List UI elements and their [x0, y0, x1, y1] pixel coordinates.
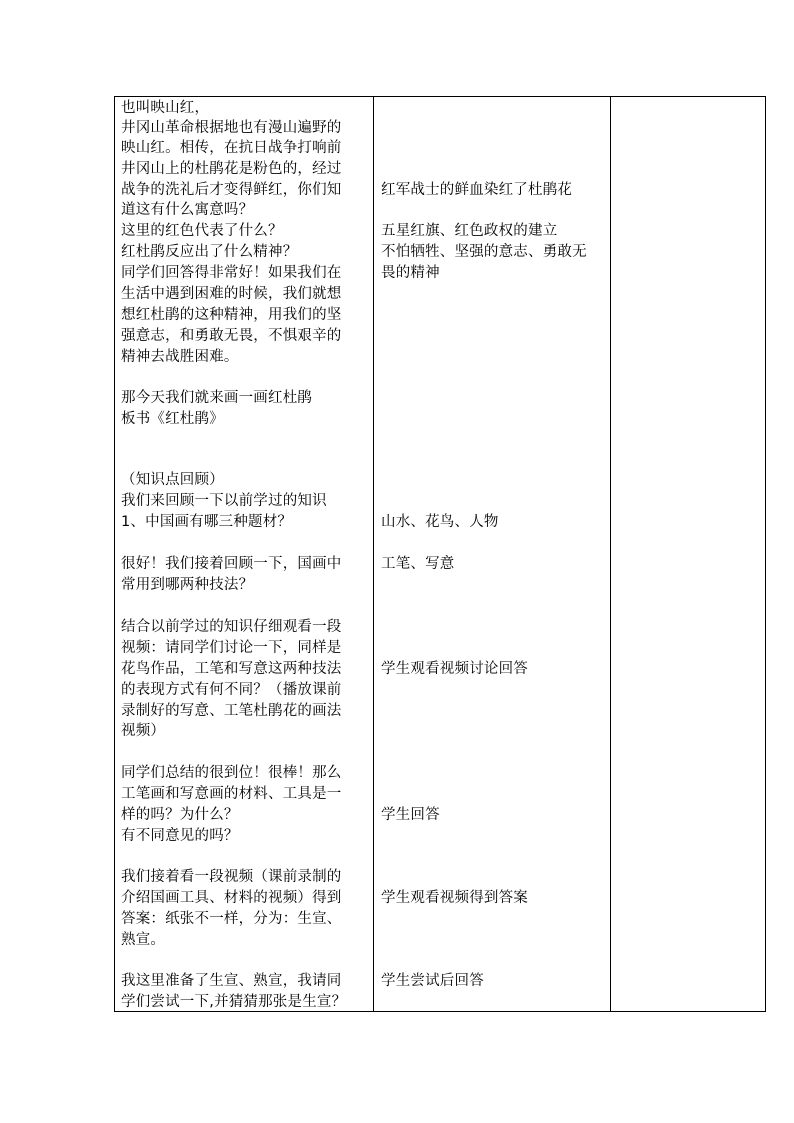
text-line: 这里的红色代表了什么？ — [121, 223, 283, 239]
text-line: 常用到哪两种技法？ — [121, 577, 254, 593]
text-line: 红杜鹃反应出了什么精神？ — [121, 244, 298, 260]
text-line: 道这有什么寓意吗？ — [121, 202, 254, 218]
student-activity-cell — [374, 97, 611, 1012]
text-line: 熟宣。 — [121, 932, 166, 948]
text-line: 同学们总结的很到位！很棒！那么 — [121, 765, 342, 781]
text-line: 映山红。相传，在抗日战争打响前 — [121, 140, 342, 156]
text-line: 视频） — [121, 723, 166, 739]
text-line: （知识点回顾） — [121, 472, 224, 488]
text-line: 精神去战胜困难。 — [121, 349, 239, 365]
text-line: 板书《红杜鹃》 — [121, 411, 224, 427]
text-line: 结合以前学过的知识仔细观看一段 — [121, 619, 342, 635]
lesson-plan-table — [114, 96, 766, 1012]
text-line: 样的吗？为什么？ — [121, 807, 239, 823]
text-line: 井冈山革命根据地也有漫山遍野的 — [121, 120, 342, 136]
text-line: 我们接着看一段视频（课前录制的 — [121, 869, 342, 885]
text-line: 1、中国画有哪三种题材？ — [121, 514, 293, 530]
text-line: 学生观看视频得到答案 — [381, 890, 528, 906]
teacher-activity-cell — [115, 97, 374, 1012]
text-line: 介绍国画工具、材料的视频）得到 — [121, 890, 342, 906]
text-line: 有不同意见的吗？ — [121, 828, 239, 844]
text-line: 很好！我们接着回顾一下，国画中 — [121, 556, 342, 572]
text-line: 想红杜鹃的这种精神，用我们的坚 — [121, 307, 342, 323]
text-line: 学生回答 — [381, 807, 440, 823]
text-line: 的表现方式有何不同？（播放课前 — [121, 682, 342, 698]
text-line: 红军战士的鲜血染红了杜鹃花 — [381, 182, 573, 198]
text-line: 山水、花鸟、人物 — [381, 514, 499, 530]
text-line: 学生尝试后回答 — [381, 973, 484, 989]
text-line: 录制好的写意、工笔杜鹃花的画法 — [121, 703, 342, 719]
text-line: 井冈山上的杜鹃花是粉色的，经过 — [121, 161, 342, 177]
text-line: 花鸟作品，工笔和写意这两种技法 — [121, 661, 342, 677]
text-line: 工笔画和写意画的材料、工具是一 — [121, 786, 342, 802]
text-line: 同学们回答得非常好！如果我们在 — [121, 265, 342, 281]
table-row — [115, 97, 766, 1012]
text-line: 那今天我们就来画一画红杜鹃 — [121, 390, 313, 406]
text-line: 强意志，和勇敢无畏，不惧艰辛的 — [121, 328, 342, 344]
text-line: 五星红旗、红色政权的建立 — [381, 223, 558, 239]
text-line: 答案：纸张不一样，分为：生宣、 — [121, 911, 342, 927]
text-line: 学生观看视频讨论回答 — [381, 661, 528, 677]
text-line: 生活中遇到困难的时候，我们就想 — [121, 286, 342, 302]
text-line: 学们尝试一下,并猜猜那张是生宣？ — [121, 994, 347, 1010]
text-line: 我这里准备了生宣、熟宣，我请同 — [121, 973, 342, 989]
text-line: 工笔、写意 — [381, 556, 455, 572]
notes-cell — [611, 97, 766, 1012]
text-line: 战争的洗礼后才变得鲜红，你们知 — [121, 182, 342, 198]
text-line: 也叫映山红， — [121, 100, 210, 116]
text-line: 视频：请同学们讨论一下，同样是 — [121, 640, 342, 656]
text-line: 我们来回顾一下以前学过的知识 — [121, 493, 327, 509]
text-line: 畏的精神 — [381, 265, 440, 281]
text-line: 不怕牺牲、坚强的意志、勇敢无 — [381, 244, 587, 260]
